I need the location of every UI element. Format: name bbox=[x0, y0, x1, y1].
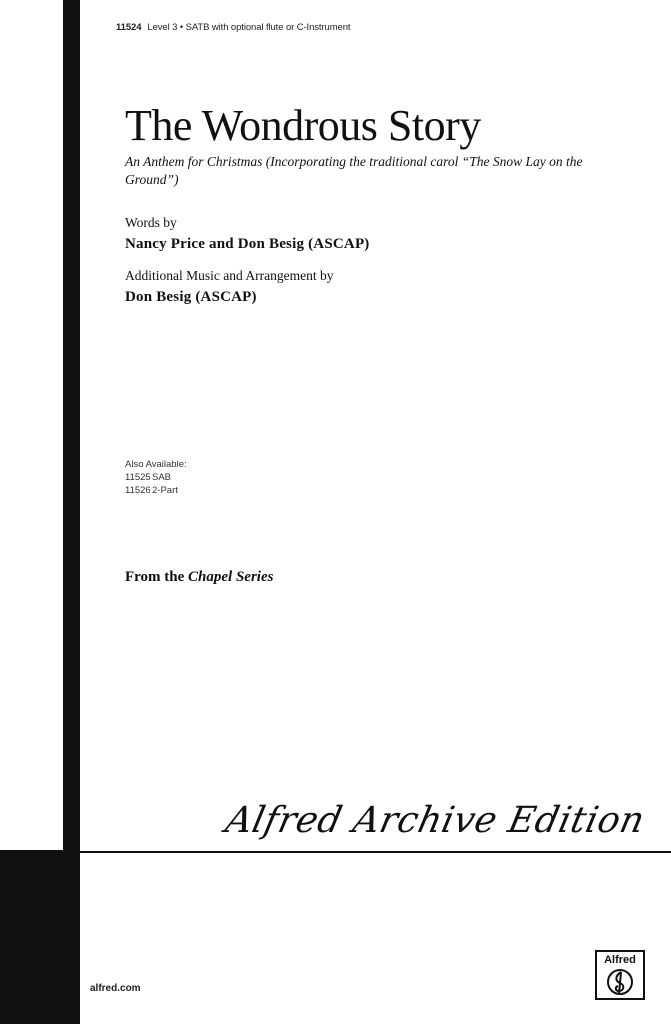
alfred-logo bbox=[595, 950, 645, 1000]
arrangement-label: Additional Music and Arrangement by bbox=[125, 268, 334, 283]
also-available-label: Also Available: bbox=[125, 459, 187, 470]
edition-rule bbox=[80, 851, 671, 853]
words-label: Words by bbox=[125, 215, 177, 230]
item-voicing: 2-Part bbox=[152, 485, 178, 496]
subtitle: An Anthem for Christmas (Incorporating the traditional carol “The Snow Lay on the Ground”) bbox=[125, 154, 583, 187]
page-title: The Wondrous Story bbox=[125, 101, 481, 150]
series-prefix: From the bbox=[125, 569, 185, 585]
catalog-code: 11524 bbox=[116, 22, 142, 33]
edition-banner: Alfred Archive Edition bbox=[222, 800, 649, 841]
also-available bbox=[125, 458, 187, 497]
item-voicing: SAB bbox=[152, 472, 172, 483]
lyricist-names: Nancy Price and Don Besig (ASCAP) bbox=[125, 236, 370, 252]
arranger-name: Don Besig (ASCAP) bbox=[125, 289, 257, 305]
series-name: Chapel Series bbox=[188, 569, 274, 585]
logo-word: Alfred bbox=[604, 954, 636, 966]
item-code: 11525 bbox=[125, 472, 151, 483]
treble-clef-icon bbox=[605, 967, 635, 997]
item-code: 11526 bbox=[125, 485, 151, 496]
series-line bbox=[125, 569, 273, 586]
also-available-item bbox=[125, 471, 187, 484]
also-available-item bbox=[125, 484, 187, 497]
bottom-left-block bbox=[0, 850, 80, 1024]
catalog-description: Level 3 • SATB with optional flute or C-Instrument bbox=[147, 22, 351, 33]
footer-url: alfred.com bbox=[90, 983, 141, 994]
catalog-line bbox=[116, 22, 350, 33]
